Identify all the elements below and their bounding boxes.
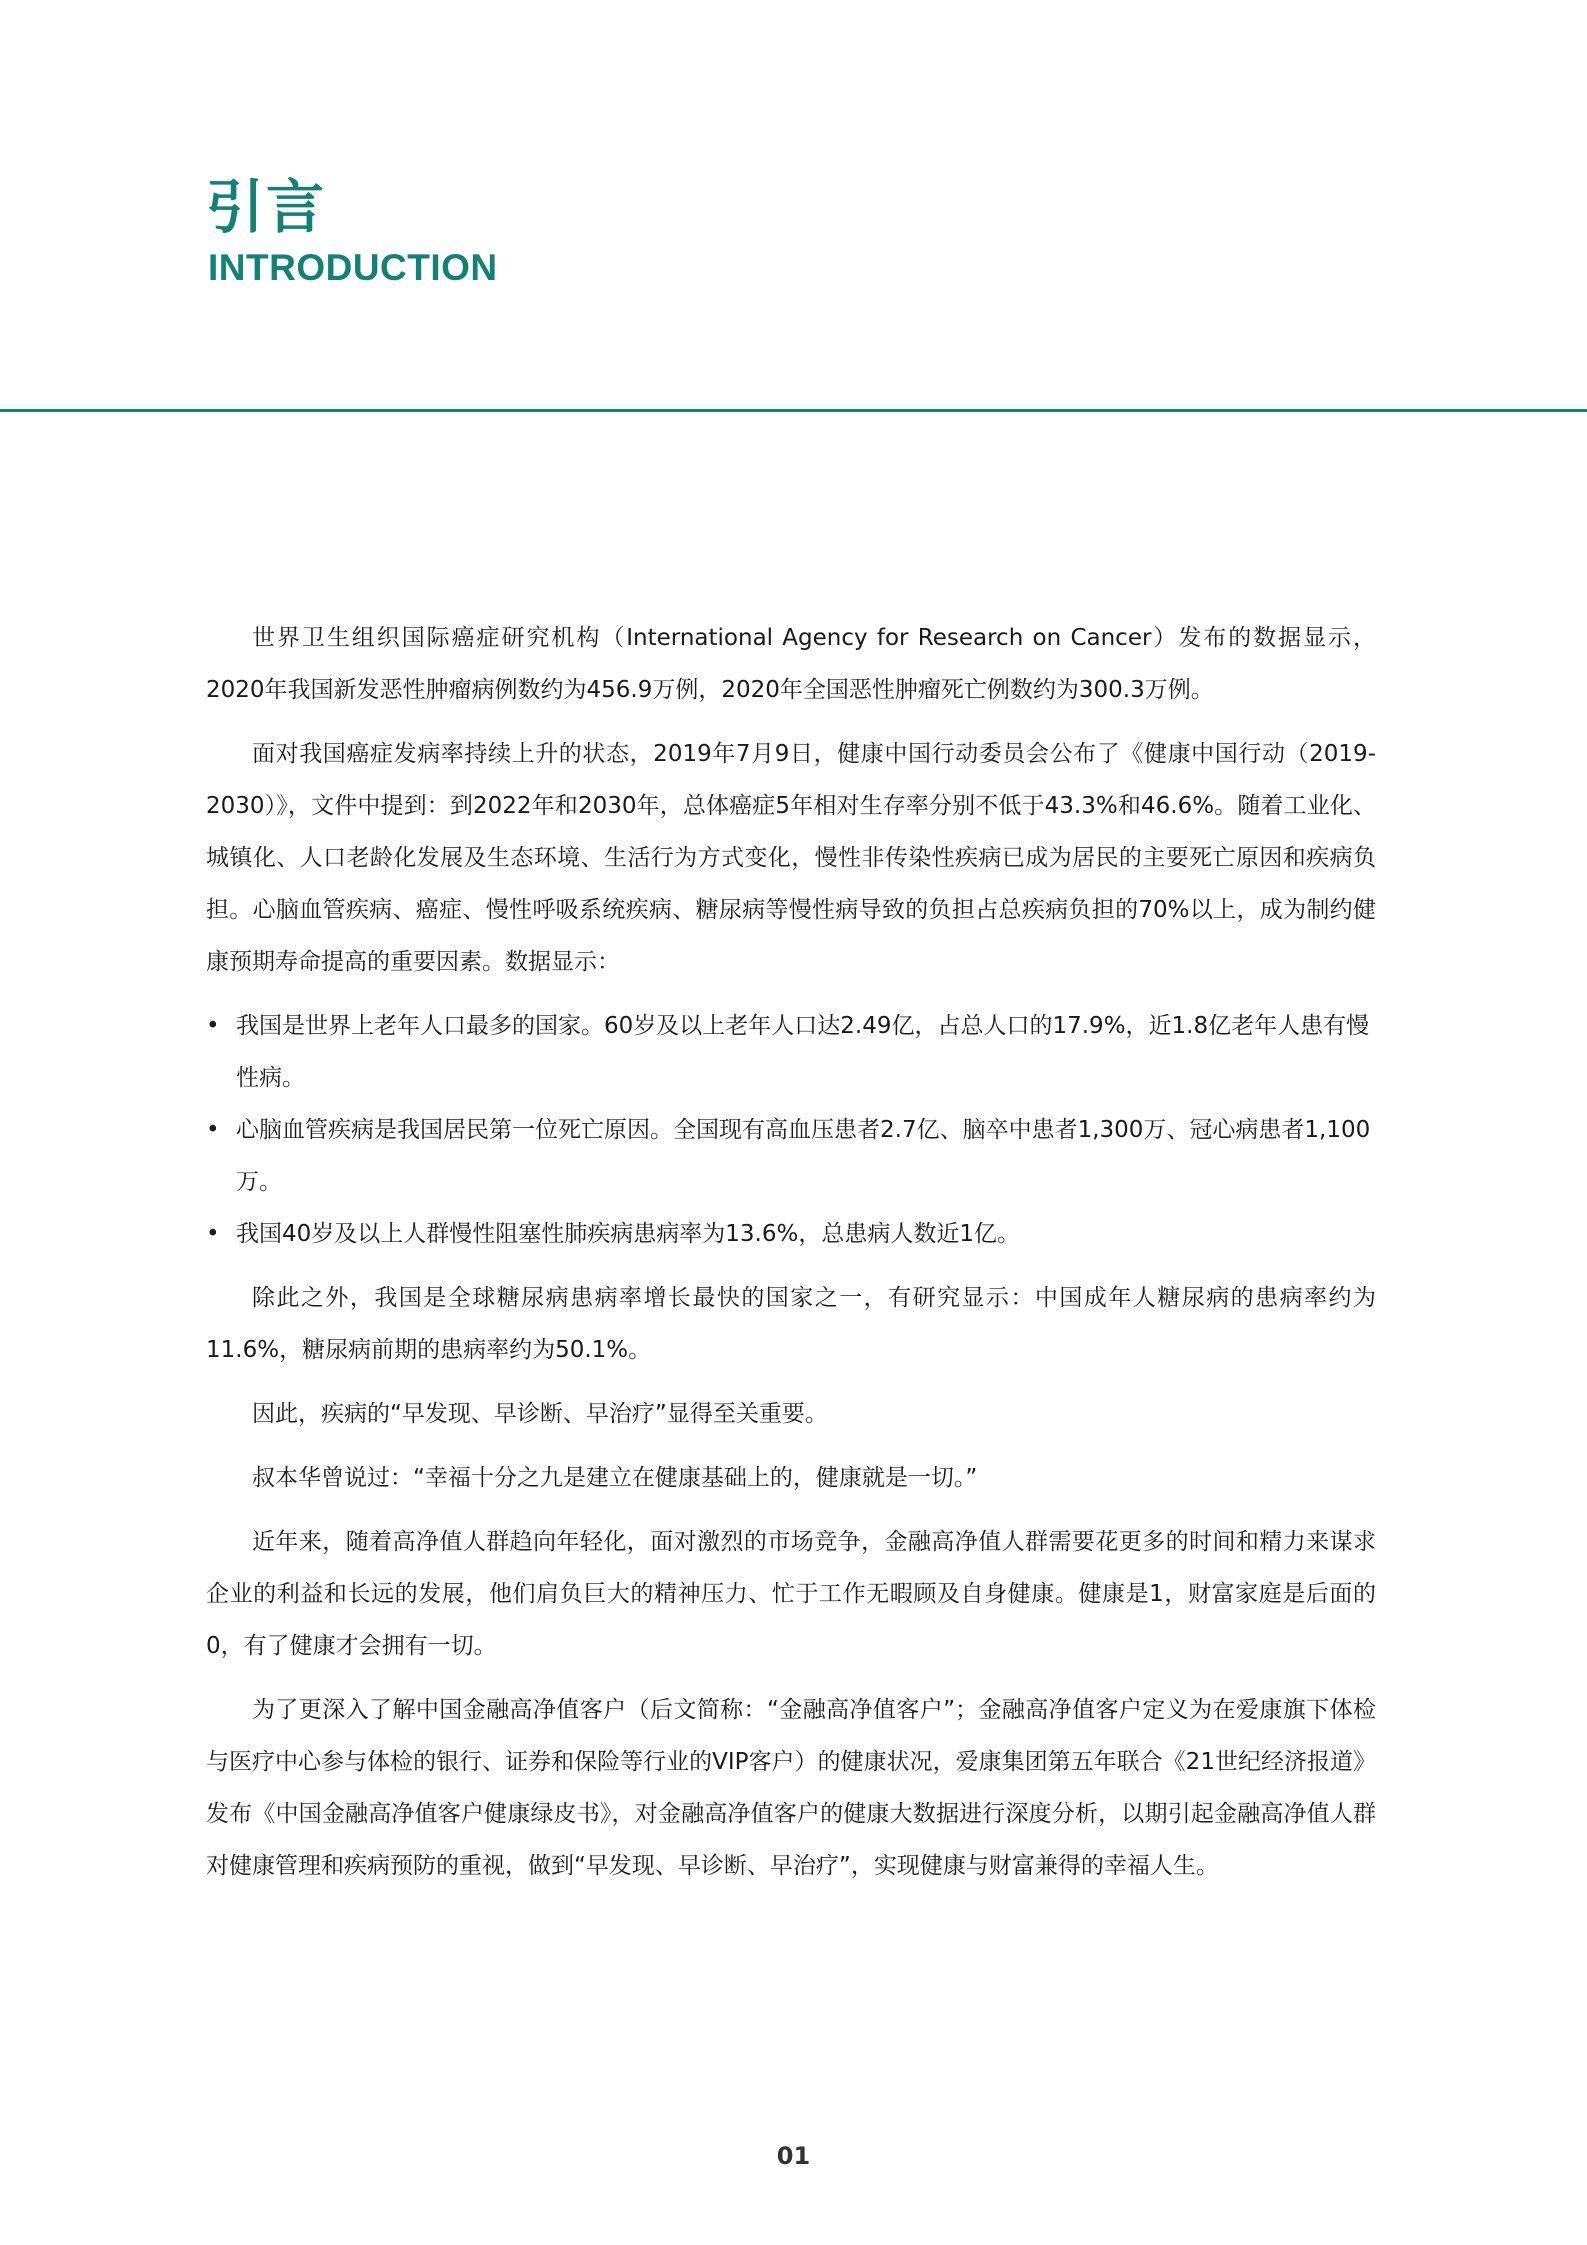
list-item-text: 我国40岁及以上人群慢性阻塞性肺疾病患病率为13.6%，总患病人数近1亿。 [236, 1221, 1020, 1247]
list-item-text: 心脑血管疾病是我国居民第一位死亡原因。全国现有高血压患者2.7亿、脑卒中患者1,300万、冠心病患者1,100万。 [236, 1117, 1371, 1195]
list-item [206, 1208, 1376, 1260]
header-divider [0, 409, 1587, 412]
bullet-icon: • [206, 1013, 220, 1039]
paragraph-iarc-data: 世界卫生组织国际癌症研究机构（International Agency for Research on Cancer）发布的数据显示，2020年我国新发恶性肿瘤病例数约为456.9万例，2020年全国恶性肿瘤死亡例数约为300.3万例。 [206, 625, 1376, 703]
statistics-list [206, 1000, 1376, 1260]
page-number: 01 [776, 2142, 811, 2170]
main-content [206, 612, 1376, 1904]
bullet-icon: • [206, 1117, 220, 1143]
list-item [206, 1104, 1376, 1208]
paragraph-early-detection: 因此，疾病的“早发现、早诊断、早治疗”显得至关重要。 [252, 1401, 828, 1427]
list-item-text: 我国是世界上老年人口最多的国家。60岁及以上老年人口达2.49亿，占总人口的17.9%，近1.8亿老年人患有慢性病。 [236, 1013, 1370, 1091]
bullet-icon: • [206, 1221, 220, 1247]
paragraph-healthy-china: 面对我国癌症发病率持续上升的状态，2019年7月9日，健康中国行动委员会公布了《健康中国行动（2019-2030）》，文件中提到：到2022年和2030年，总体癌症5年相对生存率分别不低于43.3%和46.6%。随着工业化、城镇化、人口老龄化发展及生态环境、生活行为方式变化，慢性非传染性疾病已成为居民的主要死亡原因和疾病负担。心脑血管疾病、癌症、慢性呼吸系统疾病、糖尿病等慢性病导致的负担占总疾病负担的70%以上，成为制约健康预期寿命提高的重要因素。数据显示： [206, 741, 1376, 975]
page-title-english: INTRODUCTION [208, 247, 498, 288]
paragraph-diabetes: 除此之外，我国是全球糖尿病患病率增长最快的国家之一，有研究显示：中国成年人糖尿病的患病率约为11.6%，糖尿病前期的患病率约为50.1%。 [206, 1285, 1376, 1363]
page-title-chinese: 引言 [206, 173, 327, 241]
paragraph-high-net-worth: 近年来，随着高净值人群趋向年轻化，面对激烈的市场竞争，金融高净值人群需要花更多的时间和精力来谋求企业的利益和长远的发展，他们肩负巨大的精神压力、忙于工作无暇顾及自身健康。健康是1，财富家庭是后面的0，有了健康才会拥有一切。 [206, 1529, 1376, 1659]
paragraph-green-book: 为了更深入了解中国金融高净值客户（后文简称：“金融高净值客户”；金融高净值客户定义为在爱康旗下体检与医疗中心参与体检的银行、证券和保险等行业的VIP客户）的健康状况，爱康集团第五年联合《21世纪经济报道》发布《中国金融高净值客户健康绿皮书》，对金融高净值客户的健康大数据进行深度分析，以期引起金融高净值人群对健康管理和疾病预防的重视，做到“早发现、早诊断、早治疗”，实现健康与财富兼得的幸福人生。 [206, 1697, 1376, 1879]
list-item [206, 1000, 1376, 1104]
paragraph-quote: 叔本华曾说过：“幸福十分之九是建立在健康基础上的，健康就是一切。” [252, 1465, 978, 1491]
